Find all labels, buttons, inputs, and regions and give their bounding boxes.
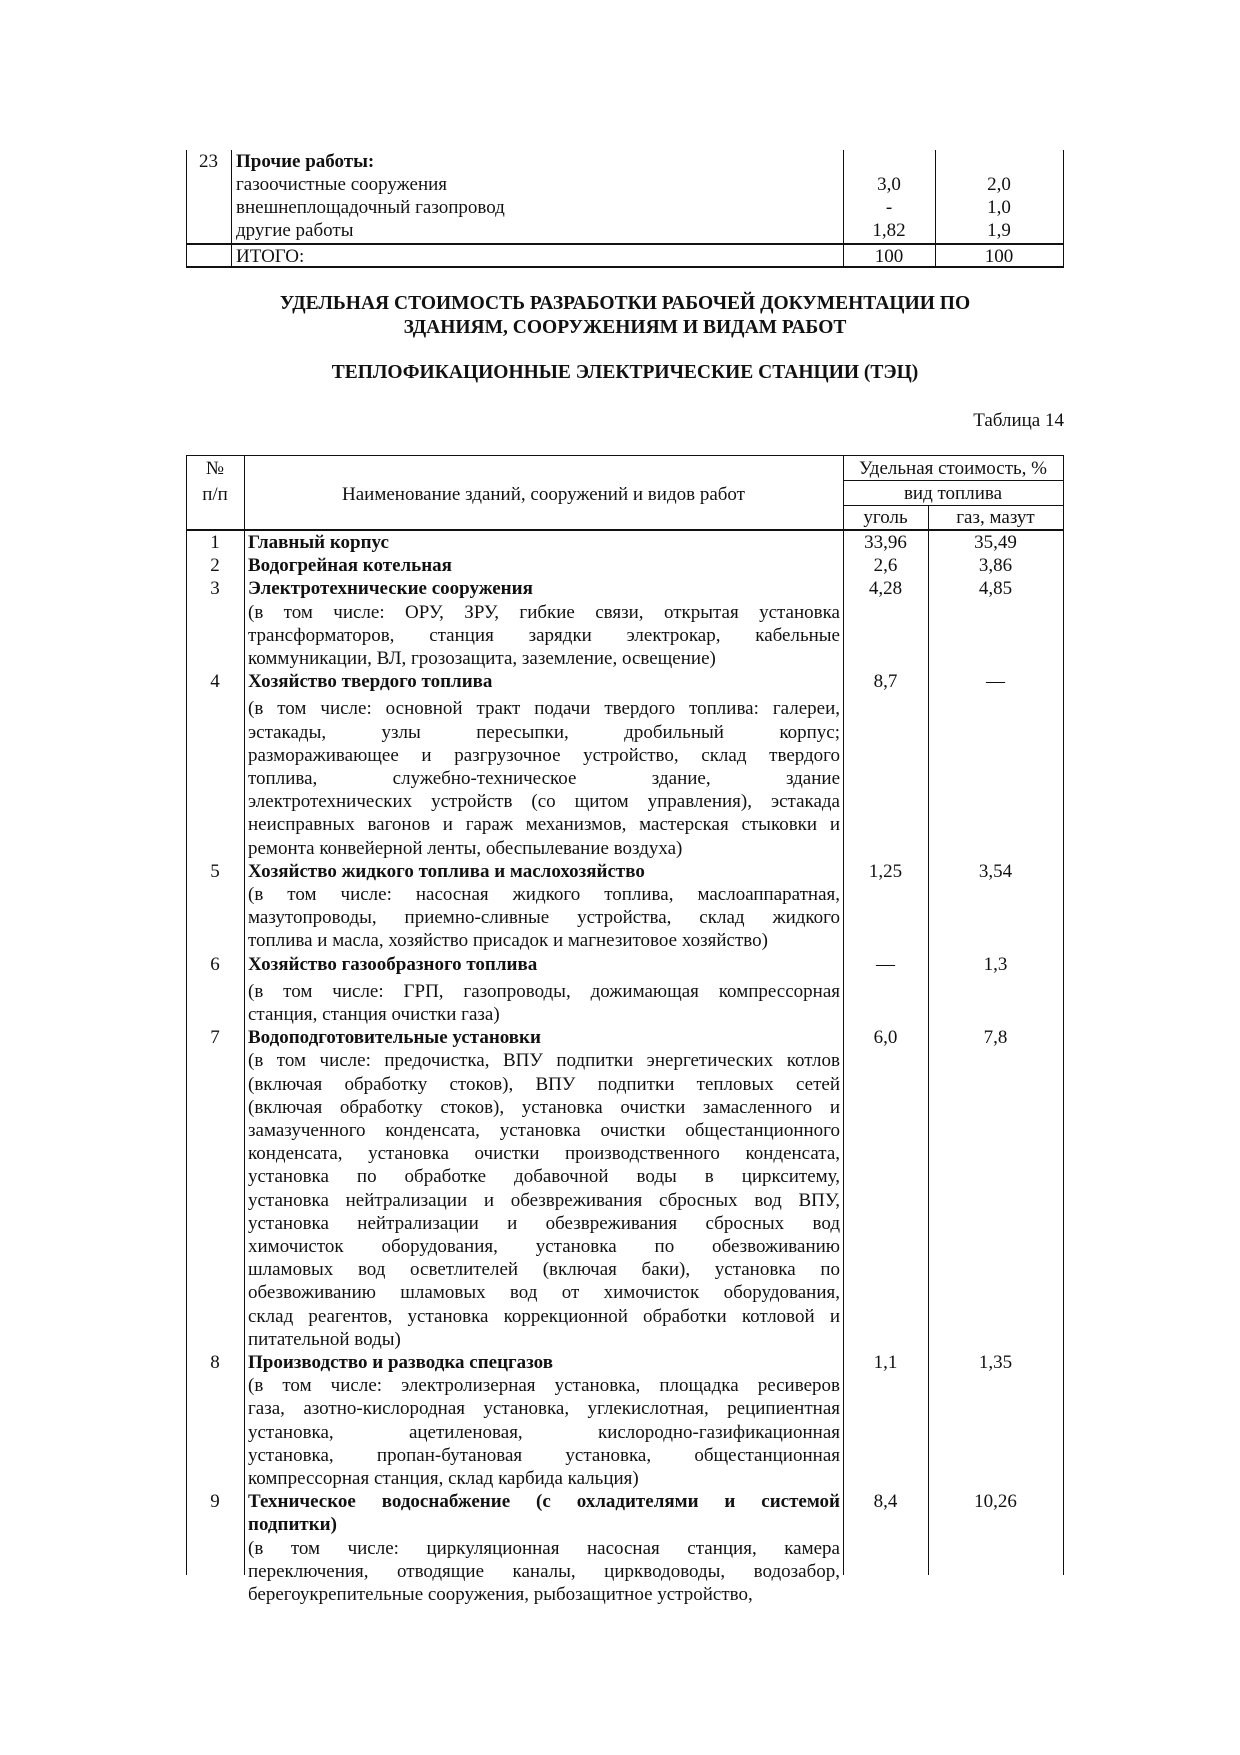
table-label: Таблица 14 (973, 410, 1064, 431)
row-description: установка нейтрализации и обезвреживания сбросных вод ВПУ, (248, 1189, 840, 1211)
header-fuel: вид топлива (903, 483, 1003, 504)
row-number: 23 (199, 151, 218, 172)
row-description: переключения, отводящие каналы, циркводоводы, водозабор, (248, 1560, 840, 1582)
row-number: 1 (210, 532, 220, 553)
row-description: (включая обработку стоков), ВПУ подпитки тепловых сетей (248, 1073, 840, 1095)
row-description: замазученного конденсата, установка очистки общестанционного (248, 1120, 840, 1141)
row-description: топлива и масла, хозяйство присадок и магнезитовое хозяйство) (248, 930, 768, 952)
row-coal-value: 4,28 (868, 578, 903, 600)
row-description: ремонта конвейерной ленты, обеспылевание воздуха) (248, 837, 683, 859)
row-description: конденсата, установка очистки производственного конденсата, (248, 1143, 840, 1165)
total-coal: 100 (874, 246, 904, 267)
row-description: станция, станция очистки газа) (248, 1004, 500, 1025)
row-description: обезвоживанию шламовых вод от химочисток оборудования, (248, 1282, 840, 1304)
row-coal-value: 6,0 (873, 1027, 898, 1049)
header-name: Наименование зданий, сооружений и видов работ (342, 484, 745, 505)
row-title: Прочие работы: (236, 151, 375, 172)
row-gas-value: — (986, 671, 1005, 693)
item-label: внешнеплощадочный газопровод (236, 197, 505, 218)
row-number: 4 (210, 671, 220, 693)
row-description: компрессорная станция, склад карбида кальция) (248, 1468, 639, 1489)
row-description: установка, пропан-бутановая установка, общестанционная (248, 1444, 840, 1466)
row-coal-value: 8,4 (873, 1491, 898, 1513)
row-description: коммуникации, ВЛ, грозозащита, заземление, освещение) (248, 648, 716, 669)
row-description: электротехнических устройств (со щитом управления), эстакада (248, 791, 840, 813)
total-label: ИТОГО: (236, 246, 305, 267)
row-title: Водогрейная котельная (248, 555, 452, 577)
header-cost: Удельная стоимость, % (858, 458, 1047, 479)
row-coal-value: 2,6 (873, 555, 898, 577)
row-description: шламовых вод осветлителей (включая баки), установка по (248, 1259, 840, 1281)
row-description: склад реагентов, установка коррекционной обработки котловой и (248, 1305, 840, 1327)
previous-table-end (186, 150, 1064, 268)
item-coal-value: - (885, 197, 893, 218)
row-description: (в том числе: циркуляционная насосная станция, камера (248, 1537, 840, 1559)
row-description: установка по обработке добавочной воды в циркситему, (248, 1166, 840, 1188)
row-gas-value: 35,49 (974, 532, 1017, 553)
header-gas: газ, мазут (956, 507, 1035, 528)
section-subtitle: ТЕПЛОФИКАЦИОННЫЕ ЭЛЕКТРИЧЕСКИЕ СТАНЦИИ (ТЭЦ) (331, 362, 919, 383)
row-title: Техническое водоснабжение (с охладителями и системой (248, 1491, 840, 1513)
row-description: мазутопроводы, приемно-сливные устройства, склад жидкого (248, 907, 840, 929)
row-coal-value: 8,7 (873, 671, 898, 693)
row-coal-value: 1,25 (868, 860, 903, 882)
row-title: Водоподготовительные установки (248, 1027, 541, 1049)
total-gas: 100 (984, 246, 1014, 267)
row-description: (в том числе: электролизерная установка, площадка ресиверов (248, 1375, 840, 1397)
row-description: питательной воды) (248, 1328, 401, 1350)
row-gas-value: 1,35 (978, 1352, 1013, 1373)
header-num-label: п/п (202, 484, 228, 505)
row-description: трансформаторов, станция зарядки электрокар, кабельные (248, 624, 840, 646)
header-coal: уголь (863, 507, 908, 528)
cost-table (186, 455, 1064, 1605)
row-number: 3 (210, 578, 220, 600)
row-coal-value: 33,96 (864, 532, 907, 553)
item-coal-value: 1,82 (872, 220, 906, 241)
row-title: подпитки) (248, 1514, 337, 1536)
row-gas-value: 4,85 (978, 578, 1013, 600)
row-title: Хозяйство жидкого топлива и маслохозяйство (248, 860, 645, 882)
row-title: Главный корпус (248, 532, 389, 553)
row-description: газа, азотно-кислородная установка, углекислотная, реципиентная (248, 1398, 840, 1420)
section-heading-line1: УДЕЛЬНАЯ СТОИМОСТЬ РАЗРАБОТКИ РАБОЧЕЙ ДОКУМЕНТАЦИИ ПО (279, 293, 971, 314)
item-coal-value: 3,0 (877, 174, 901, 195)
row-description: (в том числе: ОРУ, ЗРУ, гибкие связи, открытая установка (248, 601, 840, 623)
row-title: Хозяйство твердого топлива (248, 671, 493, 693)
item-gas-value: 1,0 (987, 197, 1011, 218)
row-number: 2 (210, 555, 220, 577)
row-description: установка нейтрализации и обезвреживания сбросных вод (248, 1212, 840, 1234)
row-description: топлива, служебно-техническое здание, здание (248, 768, 840, 789)
row-gas-value: 10,26 (974, 1491, 1017, 1513)
item-gas-value: 2,0 (987, 174, 1011, 195)
item-label: газоочистные сооружения (236, 174, 448, 195)
row-coal-value: 1,1 (873, 1352, 898, 1373)
item-gas-value: 1,9 (987, 220, 1011, 241)
row-number: 5 (210, 860, 220, 882)
row-title: Хозяйство газообразного топлива (248, 953, 538, 975)
row-description: химочисток оборудования, установка по обезвоживанию (248, 1236, 840, 1257)
row-gas-value: 1,3 (983, 953, 1008, 975)
section-heading-line2: ЗДАНИЯМ, СООРУЖЕНИЯМ И ВИДАМ РАБОТ (403, 317, 847, 338)
row-description: размораживающее и разгрузочное устройство, склад твердого (248, 744, 840, 766)
row-number: 8 (210, 1352, 220, 1373)
row-description: (в том числе: предочистка, ВПУ подпитки энергетических котлов (248, 1050, 840, 1072)
row-title: Электротехнические сооружения (248, 578, 533, 600)
item-label: другие работы (236, 220, 354, 241)
row-description: (в том числе: основной тракт подачи твердого топлива: галереи, (248, 698, 840, 720)
row-coal-value: — (876, 953, 895, 975)
row-description: неисправных вагонов и гараж механизмов, мастерская стыковки и (248, 814, 840, 836)
row-description: (в том числе: ГРП, газопроводы, дожимающая компрессорная (248, 980, 840, 1002)
row-gas-value: 3,86 (978, 555, 1013, 577)
row-number: 9 (210, 1491, 220, 1513)
header-num-symbol: № (205, 458, 225, 479)
row-description: берегоукрепительные сооружения, рыбозащитное устройство, (248, 1584, 753, 1605)
row-number: 6 (210, 953, 220, 975)
row-gas-value: 3,54 (978, 860, 1013, 882)
row-title: Производство и разводка спецгазов (248, 1352, 553, 1373)
row-number: 7 (210, 1027, 220, 1049)
row-description: эстакады, узлы пересыпки, дробильный корпус; (248, 721, 840, 743)
row-gas-value: 7,8 (983, 1027, 1008, 1049)
row-description: (включая обработку стоков), установка очистки замасленного и (248, 1096, 840, 1118)
row-description: установка, ацетиленовая, кислородно-газификационная (248, 1421, 840, 1443)
row-description: (в том числе: насосная жидкого топлива, маслоаппаратная, (248, 884, 840, 905)
